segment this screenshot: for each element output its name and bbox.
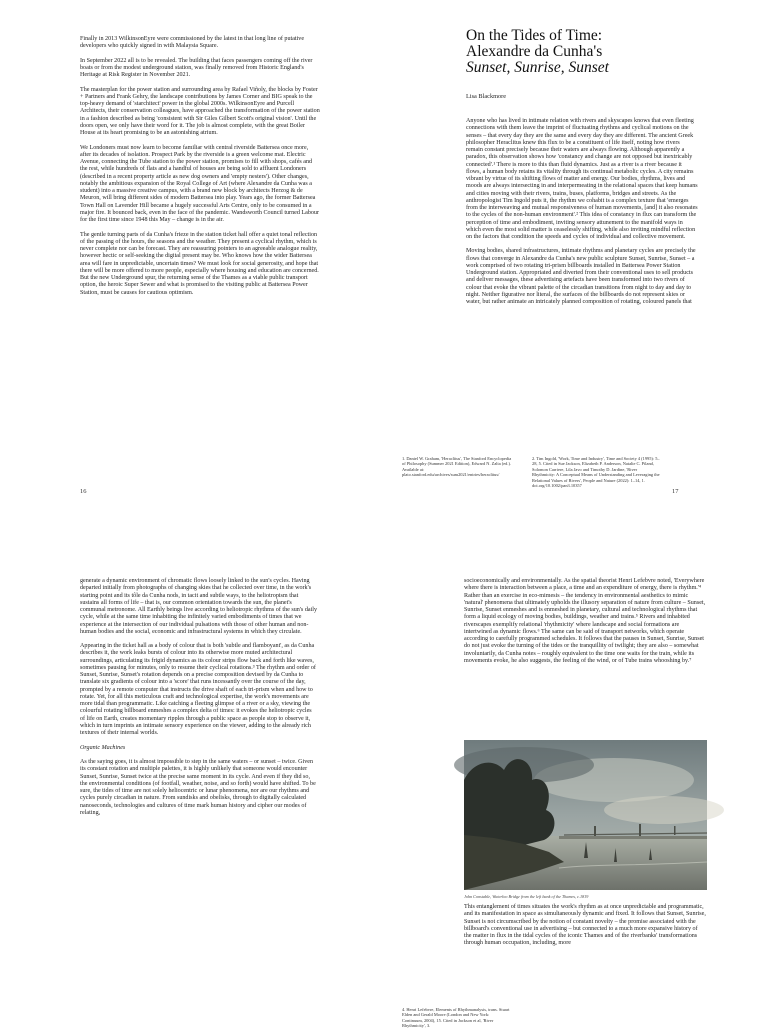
footnote-1 bbox=[402, 456, 514, 478]
paragraph: Appearing in the ticket hall as a body of colour that is both 'subtle and flamboyant', as da Cunha describes it, the work leaks bursts of colour into its otherwise more muted architectural surroundings, articulating its frigid dynamics as its colour strips flow back and forth like waves, sometimes pausing for minutes, only to resume their cyclical rotations.³ The rhythm and order of Sunset, Sunrise, Sunset's rotation depends on a precise composition devised by da Cunha to translate six gradients of colour into a 'score' that runs incessantly over the course of the day, prompted by a remote computer that instructs the drive shaft of each tri-prism when and how to rotate. Yet, for all this meticulous craft and technological expertise, the work's movements are more tidal than programmatic. Like catching a fleeting glimpse of a river or a sky, viewing the colourful rotating billboard enmeshes a complex delta of times: it evokes the heliotropic cycles of life on Earth, creates momentary ripples through a public space as people stop to observe it, which in turn imprints an intimate sensory experience on the viewer, adding to the already rich textures of their internal worlds. bbox=[80, 643, 316, 737]
page-18 bbox=[0, 512, 384, 1024]
page-19-body-bottom bbox=[464, 904, 706, 948]
paragraph: Moving bodies, shared infrastructures, intimate rhythms and planetary cycles are precisely the flows that converge in Alexandre da Cunha's new public sculpture Sunset, Sunrise, Sunset – a work comprised of two rotating tri-prism billboards installed in Battersea Power Station Underground station. Appropriated and diverted from their conventional uses to sell products and deliver messages, these advertising artefacts have been transformed into two rivers of colour that evoke the vibrant palette of the circadian transitions from night to day and day to night. Neither figurative nor literal, the surfaces of the billboards do not represent skies or water, but rather animate an intricately planned composition of rotating, coloured panels that bbox=[466, 248, 696, 306]
page-number: 16 bbox=[80, 488, 87, 495]
paragraph: In September 2022 all is to be revealed. The building that faces passengers coming off the river boats or from the modest underground station, was finally removed from Historic England's Heritage at Risk Register in November 2021. bbox=[80, 57, 313, 79]
page-19-body-top bbox=[464, 578, 706, 665]
paragraph: The gentle turning parts of da Cunha's frieze in the station ticket hall offer a quiet tonal reflection of the passing of the hours, the seasons and the weather. They present a cyclical rhythm, which is never complete nor can be forecast. They are reassuring pointers to an agreeable analogue reality, however hectic or self-seeking the digital present may be. Who knows how the wider Battersea area will fare in unpredictable, uncertain times? We must look for social generosity, and hope that there will be more offered to more people, especially where housing and education are concerned. But the new Underground spur, the returning sense of the Thames as a viable public transport option, the heroic Super Sewer and what is promised to the visiting public at Battersea Power Station, must be causes for cautious optimism. bbox=[80, 231, 319, 296]
author-name: Lisa Blackmore bbox=[466, 93, 507, 100]
footnote-2 bbox=[532, 456, 660, 488]
paragraph: As the saying goes, it is almost impossible to step in the same waters – or sunset – twice. Given its constant rotation and multiple palettes, it is highly unlikely that someone would encounter Sunset, Sunrise, Sunset twice at the precise same moment in its cycle. And even if they did so, the environmental conditions (of footfall, weather, noise, and so forth) would have shifted. To be sure, the tides of time are not solely heliocentric or lunar phenomena, nor are our rhythms and cycles purely circadian in nature. From sundisks and obelisks, through to digitally calculated nanoseconds, technologies and cultures of time mark human history and cipher our modes of relating, bbox=[80, 759, 316, 816]
paragraph: socioeconomically and environmentally. As the spatial theorist Henri Lefebvre noted, 'Everywhere where there is interaction between a place, a time and an expenditure of energy, there is rhythm.'⁴ Rather than an exercise in eco-mimesis – the tendency in environmental aesthetics to mimic 'natural' phenomena that ultimately upholds the illusory separation of nature from culture – Sunset, Sunrise, Sunset enmeshes and is enmeshed in planetary, cultural and technological rhythms that form a liquid ecology of moving bodies, buildings, weather and trains.⁵ Rivers and inhabited riverscapes exemplify relational 'rhythmicity' where landscape and social formations are intertwined as dynamic flows.⁶ The same can be said of transport networks, which operate according to carefully programmed schedules. It follows that the pauses in Sunset, Sunrise, Sunset do not just evoke the turning of the tides or the tranquillity of twilight; they are also – somewhat involuntarily, da Cunha notes – roughly equivalent to the time one waits for the train, while its movements evoke, he also suggests, the feeling of the wind, or of Tube trains whooshing by.⁷ bbox=[464, 578, 706, 664]
page-17 bbox=[384, 0, 768, 512]
painting-caption: John Constable, Waterloo Bridge from the left bank of the Thames, c.1819 bbox=[464, 894, 589, 899]
footnote-4 bbox=[402, 1007, 510, 1029]
footnote-text: 4. Henri Lefebvre, Elements of Rhythmanalysis, trans. Stuart Elden and Gerald Moore (London and New York: Continuum, 2004), 15. Cited in Jackson et al, 'River Rhythmicity', 3. bbox=[402, 1007, 510, 1029]
page-16-body bbox=[80, 36, 320, 297]
page-number: 17 bbox=[672, 488, 679, 495]
footnote-text: 1. Daniel W. Graham, 'Heraclitus', The Stanford Encyclopedia of Philosophy (Summer 2021 Edition), Edward N. Zalta (ed.). Available at: plato.stanford.edu/archives/sum2021/entries/heraclitus/ bbox=[402, 456, 512, 478]
page-17-body bbox=[466, 118, 698, 306]
painting-illustration bbox=[464, 740, 707, 890]
painting-image bbox=[464, 740, 707, 890]
title-line-3: Sunset, Sunrise, Sunset bbox=[466, 59, 609, 76]
page-16 bbox=[0, 0, 384, 512]
section-subheading: Organic Machines bbox=[80, 744, 126, 751]
paragraph: The masterplan for the power station and surrounding area by Rafael Viñoly, the blocks by Foster + Partners and Frank Gehry, the landscape contributions by James Corner and BIG speak to the top-heavy demand of 'starchitect' power in the global 2000s. WilkinsonEyre and Purcell Architects, their conservation colleagues, have approached the transformation of the power station in a fashion described as being 'consistent with Sir Giles Gilbert Scott's original vision'. Until the doors open, we only have their word for it. The job is almost complete, with the great Boiler House at its heart promising to be an astonishing atrium. bbox=[80, 86, 320, 137]
paragraph: Finally in 2013 WilkinsonEyre were commissioned by the latest in that long line of putative developers who quickly signed in with Malaysia Square. bbox=[80, 36, 305, 50]
title-line-1: On the Tides of Time: bbox=[466, 27, 603, 44]
title-line-2: Alexandre da Cunha's bbox=[466, 43, 603, 60]
article-title bbox=[466, 28, 706, 76]
page-18-body bbox=[80, 578, 318, 817]
page-19 bbox=[384, 512, 768, 1029]
paragraph: Anyone who has lived in intimate relation with rivers and skyscapes knows that even fleeting connections with them leave the imprint of fluctuating rhythms and cyclical motions on the senses – that every day they are the same and every day they are different. The ancient Greek philosopher Heraclitus knew this flux to be a constituent of life itself, noting how rivers remain constant precisely because their waters are always flowing. Although apparently a paradox, this observation shows how 'constancy and change are not opposed but inextricably connected'.¹ There is more to this than fluid dynamics. Just as a river is a river because it flows, a human body retains its vitality through its continual metabolic cycles. A city remains vibrant by virtue of its shifting flows of matter and energy. Our bodies, rhythms, lives and moods are always intersecting in and interpermeating in the relational spaces that keep humans and cities moving with their rivers, trains, buses, platforms, bridges and streets. As the anthropologist Tim Ingold puts it, the rhythm we cohabit is a complex texture that 'emerges from the interweaving and mutual responsiveness of human movements, [and] it also resonates to the cycles of the non-human environment'.² This idea of constancy in flux can transform the perception of time and embodiment, inviting sensory attunement to the manifold ways in which even the most solid matter is ceaselessly shifting, while also inviting mindful reflection on the factors that condition the speeds and cycles of individual and collective movement. bbox=[466, 118, 698, 240]
paragraph: generate a dynamic environment of chromatic flows loosely linked to the sun's cycles. Having departed initially from photographs of changing skies that he collected over time, in the work's starting point and its tôle da Cunha nods, in tacit and subtle ways, to the heliotropism that sustains all forms of life – that is, our common orientation towards the sun, the planet's communal metronome. All Earthly beings live according to heliotropic rhythms of the sun's daily cycle, while at the same time inhabiting the infinitely varied embodiments of times that we experience at the intersection of our individual pulsations with those of other human and non-human bodies and the social, economic and infrastructural systems in which they circulate. bbox=[80, 578, 318, 635]
paragraph: This entanglement of times situates the work's rhythm as at once unpredictable and programmatic, and its manifestation in space as simultaneously dynamic and fixed. It follows that Sunset, Sunrise, Sunset is not circumscribed by the notion of constant novelty – the promise associated with the billboard's conventional use in advertising – but connected to a much more expansive history of the matter in flux in the tidal cycles of the iconic Thames and of the riverbanks' transformations through human occupation, including, more bbox=[464, 904, 706, 947]
footnote-text: 2. Tim Ingold, 'Work, Time and Industry', Time and Society 4 (1995): 5–28, 5. Cited in Sue Jackson, Elizabeth P. Anderson, Natalie C. Piland, Solomon Carriere, Lila Javo and Timothy D. Jardine, 'River Rhythmicity: A Conceptual Means of Understanding and Leveraging the Relational Values of Rivers', People and Nature (2022): 1–14, 1. doi.org/10.1002/pan3.10357 bbox=[532, 456, 660, 489]
paragraph: We Londoners must now learn to become familiar with central riverside Battersea once more, after its decades of isolation. Prospect Park by the riverside is a green welcome mat. Electric Avenue, connecting the Tube station to the power station, promises to fill with shops, cafés and the rest, while hundreds of flats and a handful of houses are being sold to affluent Londoners (described in a recent property article as new dog owners and 'empty nesters'). Other changes, notably the ambitious expansion of the Royal College of Art (where Alexandre da Cunha was a student) into a massive creative campus, with a brand new block by architects Herzog & de Meuron, will bring different sides of modern Battersea into play. Years ago, the former Battersea Town Hall on Lavender Hill became a hugely successful Arts Centre, only to be consumed in a major fire. It bounced back, even in the face of the pandemic. Wandsworth Council turned Labour for the first time since 1948 this May – change is in the air. bbox=[80, 144, 320, 224]
